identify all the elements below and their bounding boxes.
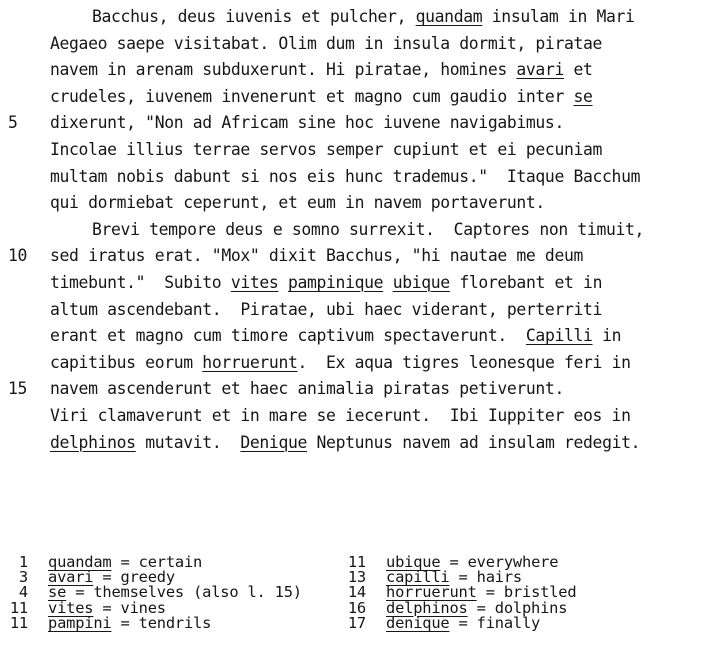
glossary-term: horruerunt xyxy=(386,583,477,602)
line-text xyxy=(50,430,640,457)
text-segment: timebunt." Subito xyxy=(50,272,231,292)
text-segment: crudeles, iuvenem invenerunt et magno cum gaudio inter xyxy=(50,86,574,106)
text-segment: qui dormiebat ceperunt, et eum in navem portaverunt. xyxy=(50,193,545,213)
glossary-item xyxy=(48,613,212,632)
glossary-term: ubique xyxy=(386,553,441,571)
line-text xyxy=(92,4,635,31)
passage-line xyxy=(0,350,712,377)
glossed-word: horruerunt xyxy=(202,352,298,372)
glossed-word: delphinos xyxy=(50,432,136,452)
glossary-line-ref: 3 xyxy=(18,568,28,587)
line-text xyxy=(50,164,640,191)
glossary-term: delphinos xyxy=(386,598,468,617)
glossary-definition: = tendrils xyxy=(111,613,212,632)
line-text xyxy=(50,243,583,270)
line-number: 10 xyxy=(8,246,28,266)
text-segment: navem ascenderunt et haec animalia piratas petiverunt. xyxy=(50,379,564,399)
passage-line xyxy=(0,164,712,191)
glossary-definition: = dolphins xyxy=(467,598,568,617)
latin-passage xyxy=(0,4,712,456)
passage-line xyxy=(0,137,712,164)
text-segment xyxy=(278,273,288,292)
glossary-line-ref: 11 xyxy=(9,598,28,617)
line-text xyxy=(50,84,593,111)
text-segment: navem in arenam subduxerunt. Hi piratae, homines xyxy=(50,60,517,80)
text-segment: Bacchus, deus iuvenis et pulcher, xyxy=(92,7,416,26)
glossary-term: capilli xyxy=(386,568,450,587)
line-text xyxy=(50,403,631,430)
glossed-word: Denique xyxy=(240,432,308,452)
glossary-line-ref: 11 xyxy=(9,613,28,632)
glossary-term: vites xyxy=(48,598,94,617)
passage-line xyxy=(0,190,712,217)
passage-line xyxy=(0,297,712,324)
glossary-line-ref: 11 xyxy=(347,553,366,571)
passage-line xyxy=(0,376,712,403)
line-text xyxy=(50,190,545,217)
text-segment: Neptunus navem ad insulam redegit. xyxy=(307,432,641,452)
text-segment: mutavit. xyxy=(135,432,241,452)
line-number: 15 xyxy=(8,379,28,399)
glossary-line-ref: 4 xyxy=(18,583,28,602)
glossary-term: se xyxy=(48,583,67,602)
glossary-definition: = bristled xyxy=(476,583,577,602)
glossary-line-ref: 14 xyxy=(347,583,366,602)
glossary-term: pampini xyxy=(48,613,112,632)
text-segment: altum ascendebant. Piratae, ubi haec viderant, perterriti xyxy=(50,299,603,319)
glossary-item xyxy=(386,613,541,632)
glossary-definition: = hairs xyxy=(449,568,522,587)
text-segment: Viri clamaverunt et in mare se iecerunt. Ibi Iuppiter eos in xyxy=(50,405,631,425)
glossary-term: denique xyxy=(386,613,450,632)
line-text xyxy=(50,31,602,58)
passage-line xyxy=(0,403,712,430)
glossary-line-ref: 1 xyxy=(18,553,28,571)
line-text xyxy=(50,350,631,377)
glossed-word: vites xyxy=(230,272,279,292)
glossary-definition: = vines xyxy=(93,598,166,617)
text-segment: in xyxy=(592,326,622,346)
glossary-definition: = finally xyxy=(449,613,541,632)
passage-line xyxy=(0,323,712,350)
line-text xyxy=(50,376,564,403)
glossed-word: ubique xyxy=(392,272,450,292)
line-text xyxy=(50,297,602,324)
text-segment: Incolae illius terrae servos semper cupiunt et ei pecuniam xyxy=(50,139,603,159)
text-segment: et xyxy=(563,60,593,80)
text-segment: multam nobis dabunt si nos eis hunc trademus." Itaque Bacchum xyxy=(50,166,641,186)
line-number: 5 xyxy=(8,113,18,133)
passage-line xyxy=(0,84,712,111)
line-text xyxy=(50,323,621,350)
glossary-term: quandam xyxy=(48,553,112,571)
glossary-definition: = greedy xyxy=(93,568,175,587)
glossary-definition: = certain xyxy=(111,553,203,571)
glossary-definition: = themselves (also l. 15) xyxy=(66,583,302,602)
glossary-line-ref: 16 xyxy=(347,598,366,617)
passage-line xyxy=(0,217,712,244)
text-segment: sed iratus erat. "Mox" dixit Bacchus, "hi nautae me deum xyxy=(50,246,584,266)
glossed-word: pampinique xyxy=(287,272,384,292)
text-segment: Aegaeo saepe visitabat. Olim dum in insula dormit, piratae xyxy=(50,33,603,53)
text-segment: florebant et in xyxy=(449,272,603,292)
text-segment: dixerunt, "Non ad Africam sine hoc iuvene navigabimus. xyxy=(50,113,564,133)
text-segment xyxy=(383,273,393,292)
line-text xyxy=(50,110,564,137)
glossed-word: se xyxy=(573,86,593,106)
passage-line xyxy=(0,57,712,84)
passage-line xyxy=(0,243,712,270)
passage-line xyxy=(0,270,712,297)
glossed-word: Capilli xyxy=(525,326,593,346)
text-segment: capitibus eorum xyxy=(50,352,203,372)
passage-line xyxy=(0,430,712,457)
line-text xyxy=(50,270,602,297)
glossary-term: avari xyxy=(48,568,94,587)
line-text xyxy=(92,217,644,244)
passage-line xyxy=(0,31,712,58)
text-segment: . Ex aqua tigres leonesque feri in xyxy=(297,352,631,372)
passage-line xyxy=(0,4,712,31)
glossed-word: avari xyxy=(516,60,564,80)
glossary-line-ref: 13 xyxy=(347,568,366,587)
glossary-definition: = everywhere xyxy=(440,553,559,571)
glossed-word: quandam xyxy=(415,7,483,26)
line-text xyxy=(50,57,593,84)
line-text xyxy=(50,137,602,164)
glossary-line-ref: 17 xyxy=(347,613,366,632)
text-segment: Brevi tempore deus e somno surrexit. Captores non timuit, xyxy=(92,219,645,239)
text-segment: insulam in Mari xyxy=(482,7,635,26)
passage-line xyxy=(0,110,712,137)
text-segment: erant et magno cum timore captivum spectaverunt. xyxy=(50,326,526,346)
